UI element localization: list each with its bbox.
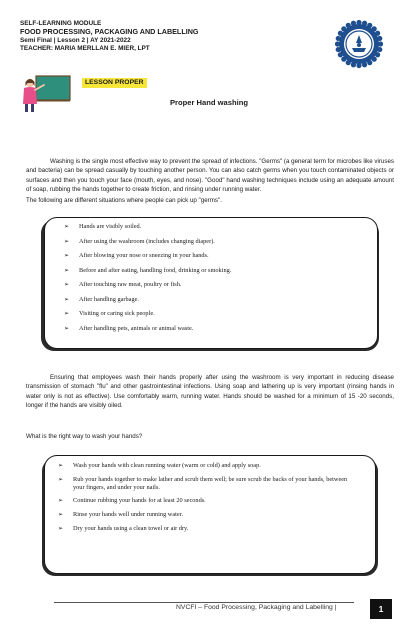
- footer-text: NVCFI – Food Processing, Packaging and Labelling |: [176, 604, 337, 611]
- bullet-arrow-icon: ➢: [64, 311, 70, 317]
- bullet-arrow-icon: ➢: [58, 525, 64, 532]
- bullet-arrow-icon: ➢: [64, 267, 70, 274]
- bullet-arrow-icon: ➢: [64, 253, 70, 259]
- list-item: [64, 267, 364, 275]
- situations-list: [64, 223, 364, 339]
- bullet-arrow-icon: ➢: [58, 511, 64, 518]
- list-item-text: Rub your hands together to make lather and scrub them well; be sure scrub the backs of your hands, between your fingers, and under your nails.: [73, 475, 348, 491]
- importance-paragraph: Ensuring that employees wash their hands properly after using the washroom is very important in reducing disease transmission of stomach "flu" and other gastrointestinal infections. Using soap and lathering up is very important (rinsing hands in water only is not as effective). Use comfortably warm, running water. Hands should be washed for a minimum of 15 -20 seconds, longer if the hands are visibly oiled.: [26, 374, 394, 410]
- list-item-text: After handling garbage.: [79, 295, 139, 303]
- list-item-text: After touching raw meat, poultry or fish.: [79, 281, 182, 288]
- list-item: [58, 497, 354, 505]
- teacher-at-board-icon: [20, 74, 72, 114]
- list-item-text: Visiting or caring sick people.: [79, 310, 155, 317]
- list-item-text: Wash your hands with clean running water (warm or cold) and apply soap.: [73, 462, 261, 469]
- question-text: What is the right way to wash your hands?: [26, 433, 143, 440]
- lesson-proper-badge: LESSON PROPER: [82, 78, 147, 88]
- list-item: [64, 252, 364, 260]
- footer-divider: [54, 602, 354, 603]
- bullet-arrow-icon: ➢: [58, 498, 64, 505]
- list-item: [64, 310, 364, 318]
- lesson-title: Proper Hand washing: [169, 98, 249, 107]
- list-item: [64, 281, 364, 289]
- list-item-text: Hands are visibly soiled.: [79, 223, 142, 230]
- list-item: [58, 525, 354, 533]
- list-item: [58, 511, 354, 519]
- school-seal-icon: [331, 16, 387, 72]
- list-item-text: Rinse your hands well under running water.: [73, 510, 183, 518]
- bullet-arrow-icon: ➢: [64, 282, 70, 288]
- list-item-text: After handling pets, animals or animal waste.: [79, 324, 194, 332]
- page-number: 1: [370, 599, 392, 619]
- bullet-arrow-icon: ➢: [64, 325, 70, 332]
- bullet-arrow-icon: ➢: [64, 238, 70, 245]
- bullet-arrow-icon: ➢: [64, 296, 70, 303]
- list-item: [64, 296, 364, 304]
- bullet-arrow-icon: ➢: [58, 476, 64, 483]
- header-line-term: Semi Final | Lesson 2 | AY 2021-2022: [20, 36, 131, 44]
- bullet-arrow-icon: ➢: [58, 463, 64, 469]
- bullet-arrow-icon: ➢: [64, 224, 70, 230]
- list-item-text: Continue rubbing your hands for at least 20 seconds.: [73, 497, 206, 505]
- list-item-text: After blowing your nose or sneezing in your hands.: [79, 252, 209, 259]
- list-item: [58, 476, 354, 492]
- header-line-subject: FOOD PROCESSING, PACKAGING AND LABELLING: [20, 27, 199, 37]
- list-item: [64, 238, 364, 246]
- list-item: [64, 325, 364, 333]
- list-item: [64, 223, 364, 231]
- intro-paragraph: Washing is the single most effective way to prevent the spread of infections. "Germs" (a general term for microbes like viruses and bacteria) can be spread casually by touching another person. You can also catch germs when you touch contaminated objects or surfaces and then you touch your face (mouth, eyes, and nose). "Good" hand washing techniques include using an adequate amount of soap, rubbing the hands together to create friction, and rinsing under running water.: [26, 158, 394, 194]
- steps-list: [58, 462, 354, 538]
- list-item: [58, 462, 354, 470]
- header-line-teacher: TEACHER: MARIA MERLLAN E. MIER, LPT: [20, 45, 150, 53]
- list-item-text: After using the washroom (includes changing diaper).: [79, 237, 215, 245]
- list-item-text: Dry your hands using a clean towel or air dry.: [73, 524, 189, 532]
- situations-lead-text: The following are different situations where people can pick up "germs".: [26, 197, 222, 204]
- module-header: [20, 20, 320, 54]
- list-item-text: Before and after eating, handling food, drinking or smoking.: [79, 266, 232, 274]
- header-line-module: SELF-LEARNING MODULE: [20, 20, 102, 27]
